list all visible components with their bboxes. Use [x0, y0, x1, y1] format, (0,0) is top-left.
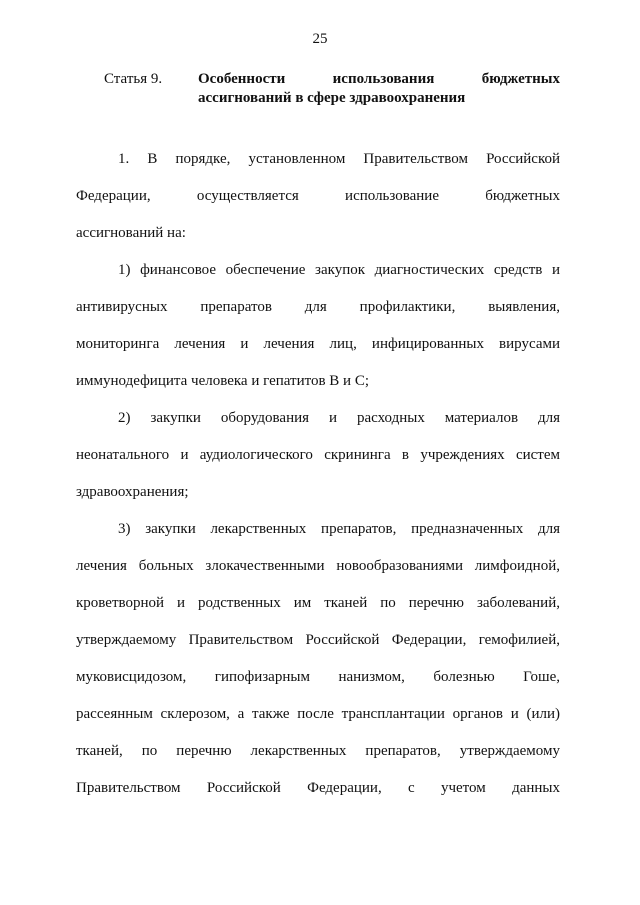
- article-label: Статья 9.: [104, 71, 163, 87]
- body-line: 3) закупки лекарственных препаратов, предназначенных для: [118, 521, 560, 537]
- body-line: антивирусных препаратов для профилактики, выявления,: [76, 299, 560, 315]
- body-line: здравоохранения;: [76, 484, 189, 500]
- body-line: рассеянным склерозом, а также после трансплантации органов и (или): [76, 706, 560, 722]
- body-line: лечения больных злокачественными новообразованиями лимфоидной,: [76, 558, 560, 574]
- article-title-line-1: Особенности использования бюджетных: [198, 71, 560, 87]
- article-title-line-2: ассигнований в сфере здравоохранения: [198, 90, 466, 106]
- body-line: мониторинга лечения и лечения лиц, инфицированных вирусами: [76, 336, 560, 352]
- article-body: [76, 141, 560, 807]
- page-number: 25: [312, 31, 328, 47]
- body-line: 1. В порядке, установленном Правительством Российской: [118, 151, 560, 167]
- body-line: 2) закупки оборудования и расходных материалов для: [118, 410, 560, 426]
- body-line: утверждаемому Правительством Российской Федерации, гемофилией,: [76, 632, 560, 648]
- body-line: Правительством Российской Федерации, с учетом данных: [76, 780, 560, 796]
- body-line: муковисцидозом, гипофизарным нанизмом, болезнью Гоше,: [76, 669, 560, 685]
- body-line: тканей, по перечню лекарственных препаратов, утверждаемому: [76, 743, 560, 759]
- body-line: 1) финансовое обеспечение закупок диагностических средств и: [118, 262, 560, 278]
- body-line: неонатального и аудиологического скрининга в учреждениях систем: [76, 447, 560, 463]
- body-line: ассигнований на:: [76, 225, 186, 241]
- body-line: кроветворной и родственных им тканей по перечню заболеваний,: [76, 595, 560, 611]
- body-line: иммунодефицита человека и гепатитов В и С;: [76, 373, 369, 389]
- article-title: [198, 70, 560, 108]
- body-line: Федерации, осуществляется использование бюджетных: [76, 188, 560, 204]
